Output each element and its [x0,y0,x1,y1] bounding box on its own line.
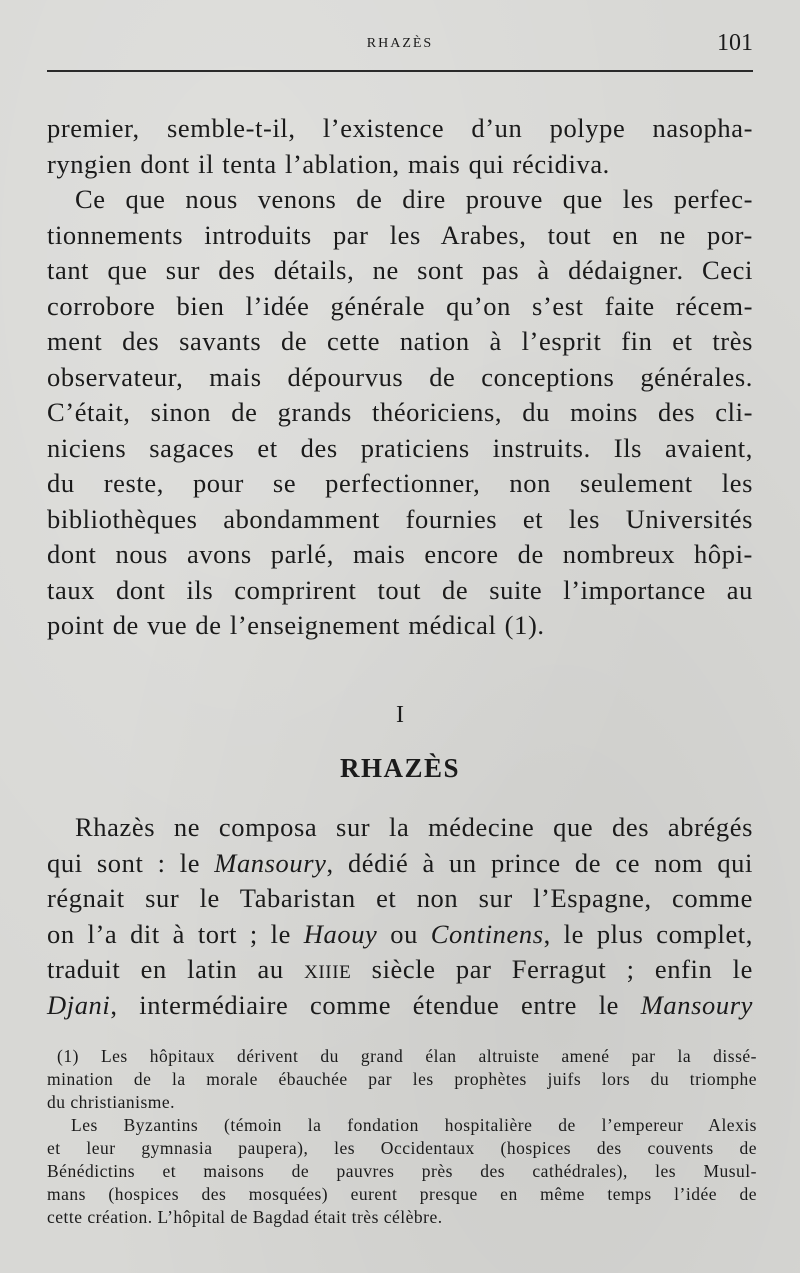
text-fragment: qui sont : le [47,847,215,878]
footnote-line: et leur gymnasia paupera), les Occidentaux (hospices des couvents de [47,1138,757,1158]
text-fragment: , le plus complet, [543,918,753,949]
footnote-line: Les Byzantins (témoin la fondation hospitalière de l’empereur Alexis [71,1115,757,1135]
footnote-line: Bénédictins et maisons de pauvres près des cathédrales), les Musul- [47,1161,757,1181]
text-line: tant que sur des détails, ne sont pas à dédaigner. Ceci [47,255,753,285]
paragraph-arab-improvements [47,182,753,644]
text-line [47,952,753,988]
text-line: tionnements introduits par les Arabes, tout en ne por- [47,219,753,250]
body-text-rhazes [47,810,753,1023]
text-fragment: traduit en latin au [47,954,305,984]
text-line [47,917,753,953]
body-text-upper [47,111,753,644]
paragraph-rhazes-works [47,810,753,1023]
text-fragment: siècle par Ferragut ; enfin le [351,954,753,984]
text-line: point de vue de l’enseignement médical (1). [47,610,545,640]
page-number: 101 [717,30,753,56]
book-title-djani: Djani [47,989,111,1020]
text-line: dont nous avons parlé, mais encore de nombreux hôpi- [47,539,753,569]
running-title: RHAZÈS [366,36,434,51]
text-line: premier, semble-t-il, l’existence d’un polype nasopha- [47,113,753,143]
text-fragment: , dédié à un prince de ce nom qui [326,847,753,878]
footnote-line: du christianisme. [47,1092,176,1112]
header-rule [47,70,753,72]
footnote-1 [47,1045,757,1114]
paragraph-continuation [47,111,753,182]
book-title-mansoury: Mansoury [214,847,327,878]
text-line: niciens sagaces et des praticiens instruits. Ils avaient, [47,432,753,463]
text-line: observateur, mais dépourvus de conceptions générales. [47,361,753,392]
running-head [47,30,753,60]
footnotes [47,1045,757,1229]
text-line: bibliothèques abondamment fournies et les Universités [47,503,753,534]
text-line: ryngien dont il tenta l’ablation, mais qui récidiva. [47,148,610,179]
text-line: taux dont ils comprirent tout de suite l’importance au [47,574,753,605]
section-title: RHAZÈS [339,753,461,783]
text-line: régnait sur le Tabaristan et non sur l’Espagne, comme [47,883,753,913]
text-line [47,988,753,1024]
text-line: corrobore bien l’idée générale qu’on s’est faite récem- [47,290,753,321]
footnote-1-continued [47,1114,757,1229]
text-line [47,846,753,882]
book-title-mansoury: Mansoury [640,989,753,1020]
text-line: Ce que nous venons de dire prouve que les perfec- [75,184,753,214]
century-numeral: xiiie [304,954,352,984]
footnote-line: cette création. L’hôpital de Bagdad était très célèbre. [47,1207,443,1227]
text-line: Rhazès ne composa sur la médecine que des abrégés [75,812,753,842]
section-number: I [396,702,404,728]
book-title-continens: Continens [430,918,544,949]
text-line: du reste, pour se perfectionner, non seulement les [47,468,753,498]
footnote-line: (1) Les hôpitaux dérivent du grand élan altruiste amené par la dissé- [57,1046,757,1066]
text-fragment: ou [377,918,431,949]
text-fragment: on l’a dit à tort ; le [47,918,304,949]
footnote-line: mination de la morale ébauchée par les prophètes juifs lors du triomphe [47,1069,757,1089]
text-fragment: , intermédiaire comme étendue entre le [110,989,641,1020]
text-line: ment des savants de cette nation à l’esprit fin et très [47,326,753,356]
footnote-line: mans (hospices des mosquées) eurent presque en même temps l’idée de [47,1184,757,1204]
text-line: C’était, sinon de grands théoriciens, du moins des cli- [47,397,753,427]
book-title-haouy: Haouy [303,918,378,949]
